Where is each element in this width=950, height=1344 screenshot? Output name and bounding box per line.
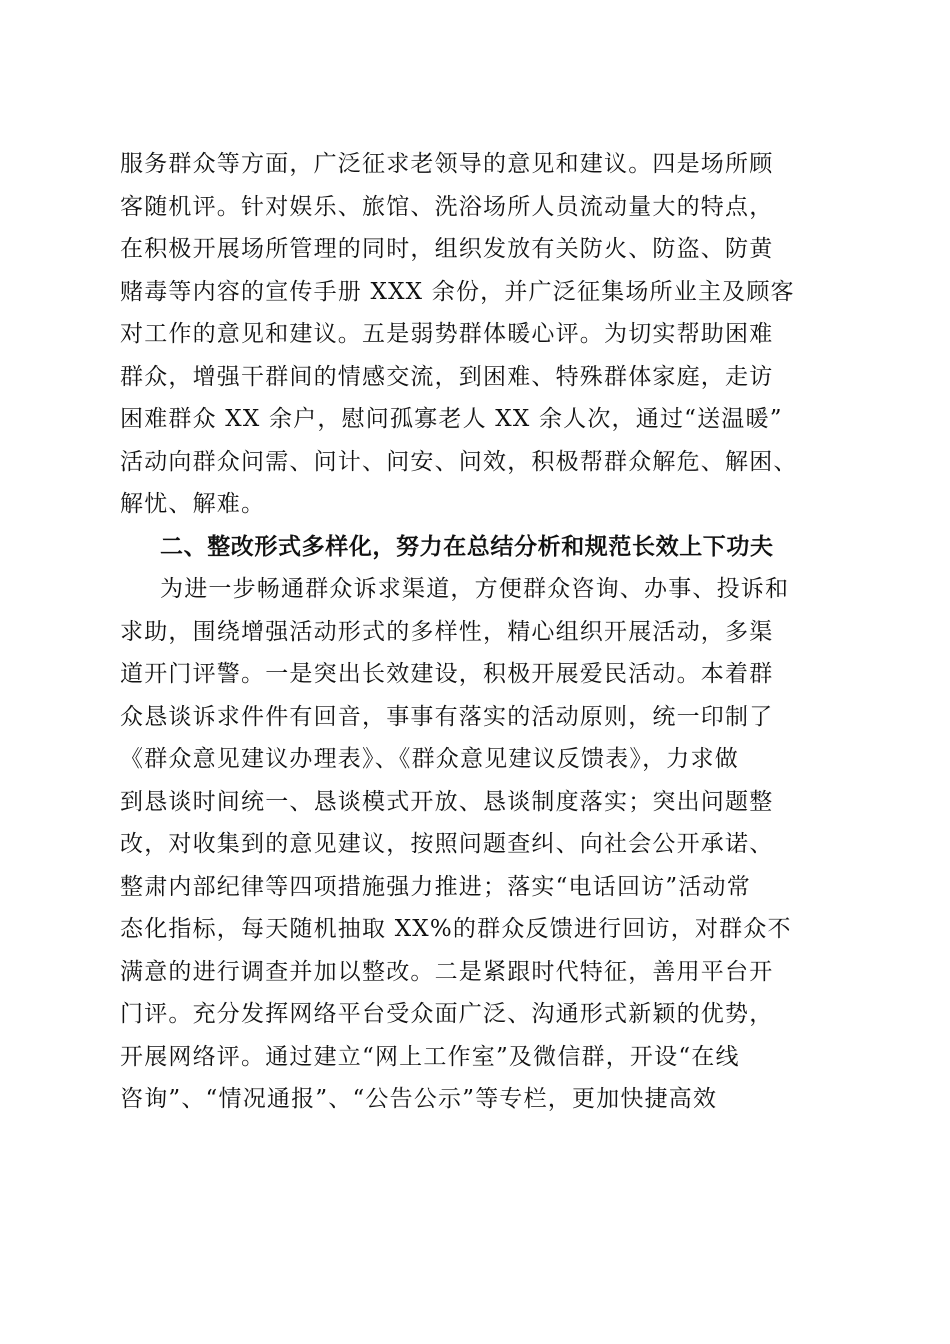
text-line: 活动向群众问需、问计、问安、问效，积极帮群众解危、解困、 xyxy=(120,448,798,475)
text-line: 整肃内部纪律等四项措施强力推进；落实“电话回访”活动常 xyxy=(120,873,751,900)
text-line: 为进一步畅通群众诉求渠道，方便群众咨询、办事、投诉和 xyxy=(160,576,790,602)
text-line: 群众，增强干群间的情感交流，到困难、特殊群体家庭，走访 xyxy=(120,363,774,390)
text-line: 解忧、解难。 xyxy=(120,491,266,517)
text-line: 门评。充分发挥网络平台受众面广泛、沟通形式新颖的优势， xyxy=(120,1001,774,1027)
text-line: 客随机评。针对娱乐、旅馆、洗浴场所人员流动量大的特点， xyxy=(120,193,774,220)
text-line: 服务群众等方面，广泛征求老领导的意见和建议。四是场所顾 xyxy=(120,151,774,177)
text-line: 众恳谈诉求件件有回音，事事有落实的活动原则，统一印制了 xyxy=(120,703,774,730)
text-line: 在积极开展场所管理的同时，组织发放有关防火、防盗、防黄 xyxy=(120,236,774,262)
text-line: 对工作的意见和建议。五是弱势群体暖心评。为切实帮助困难 xyxy=(120,321,774,347)
section-heading: 二、整改形式多样化，努力在总结分析和规范长效上下功夫 xyxy=(160,533,774,560)
text-line: 道开门评警。一是突出长效建设，积极开展爱民活动。本着群 xyxy=(120,661,774,687)
text-line: 《群众意见建议办理表》、《群众意见建议反馈表》，力求做 xyxy=(120,746,739,772)
text-line: 改，对收集到的意见建议，按照问题查纠、向社会公开承诺、 xyxy=(120,831,774,857)
text-line: 求助，围绕增强活动形式的多样性，精心组织开展活动，多渠 xyxy=(120,618,774,645)
text-line: 开展网络评。通过建立“网上工作室”及微信群，开设“在线 xyxy=(120,1043,740,1070)
text-line: 赌毒等内容的宣传手册 XXX 余份，并广泛征集场所业主及顾客 xyxy=(120,278,795,305)
text-line: 困难群众 XX 余户，慰问孤寡老人 XX 余人次，通过“送温暖” xyxy=(120,406,783,432)
body-text xyxy=(120,143,840,1121)
text-line: 咨询”、“情况通报”、“公告公示”等专栏，更加快捷高效 xyxy=(120,1086,718,1112)
text-line: 到恳谈时间统一、恳谈模式开放、恳谈制度落实；突出问题整 xyxy=(120,788,774,815)
text-line: 态化指标，每天随机抽取 XX%的群众反馈进行回访，对群众不 xyxy=(120,916,792,942)
text-line: 满意的进行调查并加以整改。二是紧跟时代特征，善用平台开 xyxy=(120,958,774,985)
